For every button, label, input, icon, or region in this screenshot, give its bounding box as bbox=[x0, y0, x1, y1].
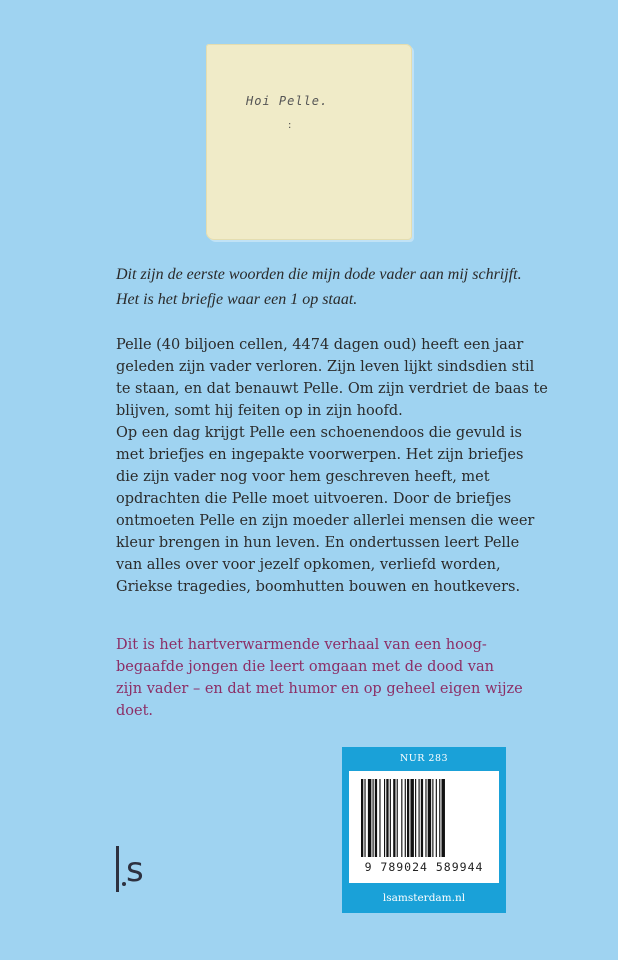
barcode-stripe bbox=[442, 779, 445, 857]
quote-line: Het is het briefje waar een 1 op staat. bbox=[116, 291, 358, 308]
barcode-stripe bbox=[432, 779, 433, 857]
barcode-stripe bbox=[428, 779, 431, 857]
barcode-stripe bbox=[368, 779, 371, 857]
logo-bar bbox=[116, 846, 119, 892]
barcode-stripe bbox=[421, 779, 423, 857]
barcode-stripe bbox=[405, 779, 406, 857]
blurb-line: doet. bbox=[116, 703, 154, 719]
barcode-stripe bbox=[393, 779, 395, 857]
synopsis bbox=[116, 334, 606, 598]
synopsis-line: te staan, en dat benauwt Pelle. Om zijn verdriet de baas te bbox=[116, 381, 548, 397]
barcode-stripe bbox=[364, 779, 365, 857]
barcode-stripe bbox=[384, 779, 385, 857]
blurb-line: Dit is het hartverwarmende verhaal van een hoog- bbox=[116, 637, 487, 653]
synopsis-line: Op een dag krijgt Pelle een schoenendoos die gevuld is bbox=[116, 425, 522, 441]
barcode-panel bbox=[342, 747, 506, 913]
synopsis-line: die zijn vader nog voor hem geschreven heeft, met bbox=[116, 469, 490, 485]
synopsis-line: Pelle (40 biljoen cellen, 4474 dagen oud) heeft een jaar bbox=[116, 337, 524, 353]
blurb bbox=[116, 634, 606, 722]
synopsis-line: opdrachten die Pelle moet uitvoeren. Door de briefjes bbox=[116, 491, 512, 507]
barcode-stripe bbox=[439, 779, 440, 857]
barcode-stripe bbox=[386, 779, 388, 857]
barcode-stripe bbox=[401, 779, 402, 857]
barcode-stripe bbox=[397, 779, 398, 857]
barcode-stripe bbox=[375, 779, 377, 857]
publisher-website: lsamsterdam.nl bbox=[382, 892, 466, 904]
synopsis-paragraph bbox=[116, 334, 606, 598]
barcode-stripe bbox=[436, 779, 437, 857]
barcode-area bbox=[349, 771, 499, 883]
blurb-line: begaafde jongen die leert omgaan met de dood van bbox=[116, 659, 494, 675]
blurb-line: zijn vader – en dat met humor en op geheel eigen wijze bbox=[116, 681, 523, 697]
quote-line: Dit zijn de eerste woorden die mijn dode vader aan mij schrijft. bbox=[116, 266, 522, 283]
barcode-stripe bbox=[410, 779, 413, 857]
synopsis-line: blijven, somt hij feiten op in zijn hoofd. bbox=[116, 403, 403, 419]
barcode-stripe bbox=[361, 779, 363, 857]
logo-letter: s bbox=[126, 850, 144, 890]
barcode-stripe bbox=[379, 779, 380, 857]
barcode-stripe bbox=[373, 779, 374, 857]
barcode-stripe bbox=[407, 779, 409, 857]
handwritten-note bbox=[206, 44, 412, 240]
synopsis-line: geleden zijn vader verloren. Zijn leven lijkt sindsdien stil bbox=[116, 359, 535, 375]
barcode-stripe bbox=[419, 779, 420, 857]
barcode-stripe bbox=[415, 779, 416, 857]
nur-code: NUR 283 bbox=[399, 753, 449, 764]
synopsis-line: met briefjes en ingepakte voorwerpen. Het zijn briefjes bbox=[116, 447, 524, 463]
synopsis-line: Griekse tragedies, boomhutten bouwen en houtkevers. bbox=[116, 579, 521, 595]
note-text: Hoi Pelle. bbox=[246, 94, 329, 108]
barcode-stripe bbox=[390, 779, 391, 857]
barcode-bars bbox=[361, 779, 491, 857]
synopsis-line: kleur brengen in hun leven. En ondertussen leert Pelle bbox=[116, 535, 520, 551]
barcode-stripe bbox=[425, 779, 426, 857]
note-mark: : bbox=[288, 120, 292, 131]
opening-quote bbox=[116, 262, 606, 312]
isbn-number: 9 789024 589944 bbox=[364, 860, 484, 874]
synopsis-line: van alles over voor jezelf opkomen, verliefd worden, bbox=[116, 557, 501, 573]
synopsis-line: ontmoeten Pelle en zijn moeder allerlei mensen die weer bbox=[116, 513, 535, 529]
